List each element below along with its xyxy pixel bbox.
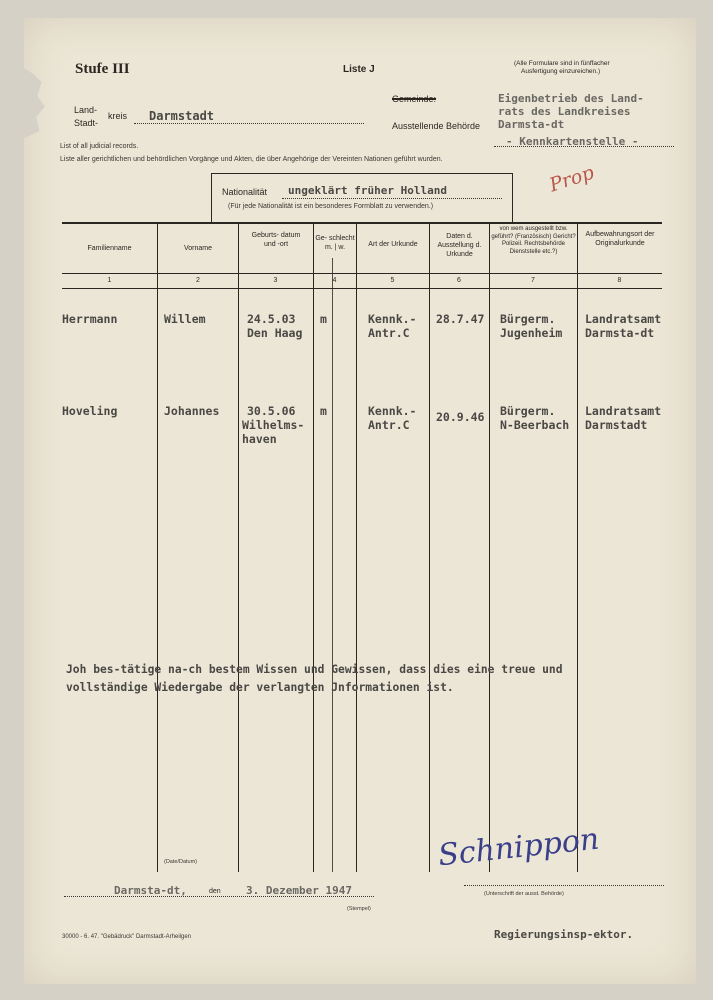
- signature-label: (Unterschrift der ausst. Behörde): [484, 891, 564, 897]
- signature: Schnippon: [436, 821, 601, 874]
- gemeinde-value-line1: Eigenbetrieb des Land-: [498, 92, 644, 105]
- row2-geburt-ort-line2: haven: [242, 432, 277, 446]
- formnote-line1: (Alle Formulare sind in fünffacher: [514, 60, 610, 67]
- row2-art-line1: Kennk.-: [368, 404, 417, 418]
- nationality-label: Nationalität: [222, 187, 268, 197]
- german-title: Liste aller gerichtlichen und behördlichen Vorgänge und Akten, die über Angehörige der Vereinten Nationen geführt wurden.: [60, 156, 443, 163]
- date-label: (Date/Datum): [164, 859, 198, 865]
- row2-familienname: Hoveling: [62, 404, 118, 418]
- footer-date: 3. Dezember 1947: [246, 884, 352, 897]
- row2-ort-line1: Landratsamt: [585, 404, 662, 418]
- formnote-line2: Ausfertigung einzureichen.): [521, 68, 601, 75]
- row1-geburt-ort: Den Haag: [247, 326, 303, 340]
- row1-ort-line2: Darmsta-dt: [585, 326, 655, 340]
- footer-den: den: [209, 888, 221, 895]
- row1-art-line2: Antr.C: [368, 326, 410, 340]
- red-pencil-mark: Prop: [546, 161, 597, 197]
- nationality-note: (Für jede Nationalität ist ein besonderes Formblatt zu verwenden.): [228, 203, 434, 210]
- col-divider-6: [489, 222, 490, 872]
- footer-place: Darmsta-dt,: [114, 884, 187, 897]
- confirmation-line2: vollständige Wiedergabe der verlangten Jnformationen ist.: [66, 681, 454, 694]
- kreis-value: Darmstadt: [149, 109, 215, 123]
- kreis-dotline: [134, 123, 364, 124]
- row2-ort-line2: Darmstadt: [585, 418, 648, 432]
- row1-geschlecht: m: [320, 312, 327, 326]
- nationality-value: ungeklärt früher Holland: [288, 184, 447, 197]
- english-title: List of all judicial records.: [60, 143, 139, 150]
- col-num-8: 8: [617, 277, 622, 284]
- gemeinde-value-line2: rats des Landkreises: [498, 105, 631, 118]
- col-divider-5: [429, 222, 430, 872]
- col-header-aufbewahrung: Aufbewahrungsort der Originalurkunde: [585, 231, 655, 247]
- row1-geburt-date: 24.5.03: [247, 312, 296, 326]
- stempel-label: (Stempel): [347, 906, 371, 912]
- table-header-rule: [62, 273, 662, 274]
- row1-vorname: Willem: [164, 312, 206, 326]
- col-divider-2: [238, 222, 239, 872]
- col-num-1: 1: [107, 277, 112, 284]
- behoerde-dotline: [494, 146, 674, 147]
- col-header-art: Art der Urkunde: [368, 241, 418, 248]
- col-divider-4: [356, 222, 357, 872]
- nationality-dotline: [282, 198, 502, 199]
- table-number-rule: [62, 288, 662, 289]
- col-header-familienname: Familienname: [87, 245, 132, 252]
- torn-edge: [24, 68, 46, 138]
- signer-title: Regierungsinsp-ektor.: [494, 928, 634, 941]
- col-divider-1: [157, 222, 158, 872]
- col-divider-4a: [332, 258, 333, 872]
- row1-ort-line1: Landratsamt: [585, 312, 662, 326]
- land-label: Land-: [74, 105, 98, 115]
- row2-vorname: Johannes: [164, 404, 220, 418]
- gemeinde-label: Gemeinde:: [392, 94, 437, 104]
- row1-datum: 28.7.47: [436, 312, 485, 326]
- document-page: [24, 18, 696, 984]
- row2-geburt-date: 30.5.06: [247, 404, 296, 418]
- behoerde-label: Ausstellende Behörde: [392, 121, 481, 131]
- col-num-2: 2: [196, 277, 200, 284]
- table-top-rule: [62, 222, 662, 224]
- col-num-6: 6: [457, 277, 461, 284]
- row2-datum: 20.9.46: [436, 410, 485, 424]
- row2-geburt-ort-line1: Wilhelms-: [242, 418, 305, 432]
- col-num-7: 7: [531, 277, 535, 284]
- row2-art-line2: Antr.C: [368, 418, 410, 432]
- liste-label: Liste J: [343, 64, 375, 75]
- col-num-3: 3: [273, 277, 278, 284]
- col-num-4: 4: [332, 277, 337, 284]
- row2-geschlecht: m: [320, 404, 327, 418]
- printer-imprint: 30000 - 6. 47. "Gebädruck" Darmstadt-Arheilgen: [62, 934, 191, 940]
- row2-von-line1: Bürgerm.: [500, 404, 556, 418]
- row1-familienname: Herrmann: [62, 312, 118, 326]
- col-header-vorname: Vorname: [183, 245, 213, 252]
- row1-von-line2: Jugenheim: [500, 326, 563, 340]
- stadt-label: Stadt-: [74, 118, 99, 128]
- confirmation-line1: Joh bes-tätige na-ch bestem Wissen und Gewissen, dass dies eine treue und: [66, 663, 563, 676]
- col-header-von-wem: von wem ausgestellt bzw. geführt? (Französisch) Gericht? Polizeil. Rechtsbehörde Dienststelle etc.?): [491, 226, 576, 255]
- col-divider-7: [577, 222, 578, 872]
- signature-dotline: [464, 885, 664, 886]
- col-divider-3: [313, 222, 314, 872]
- behoerde-value-line2: - Kennkartenstelle -: [506, 135, 639, 148]
- col-header-geburt: Geburts- datum und -ort: [251, 232, 301, 248]
- row1-art-line1: Kennk.-: [368, 312, 417, 326]
- col-header-geschlecht: Ge- schlecht m. | w.: [315, 235, 355, 251]
- stufe-label: Stufe III: [75, 61, 130, 77]
- kreis-label: kreis: [108, 111, 128, 121]
- col-num-5: 5: [390, 277, 395, 284]
- behoerde-value-line1: Darmsta-dt: [498, 118, 565, 131]
- row1-von-line1: Bürgerm.: [500, 312, 556, 326]
- row2-von-line2: N-Beerbach: [500, 418, 570, 432]
- col-header-daten: Daten d. Ausstellung d. Urkunde: [437, 233, 482, 258]
